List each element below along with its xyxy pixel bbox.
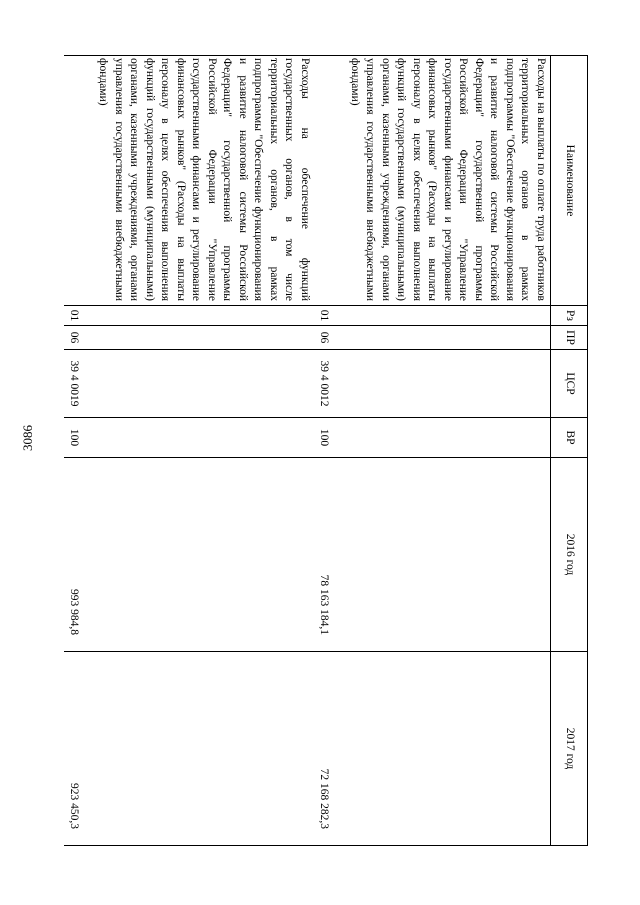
header-rz: Рз (551, 306, 588, 326)
row-pr: 06 (314, 326, 551, 350)
row-2016: 993 984,8 (64, 458, 314, 652)
header-csr: ЦСР (551, 350, 588, 418)
page-number: 3086 (20, 425, 35, 451)
row-pr: 06 (64, 326, 314, 350)
row-rz: 01 (314, 306, 551, 326)
row-2017: 923 450,3 (64, 652, 314, 846)
row-2017: 72 168 282,3 (314, 652, 551, 846)
table-row (314, 56, 551, 846)
table-row (64, 56, 314, 846)
row-vr: 100 (314, 418, 551, 458)
header-2016: 2016 год (551, 458, 588, 652)
budget-table-sheet (68, 55, 588, 845)
row-name: Расходы на обеспечение функций государственных органов, в том числе территориальных органов, в рамках подпрограммы "Обеспечение функционирования и развитие налоговой системы Российской Федерации" государственной программы Российской Федерации "Управление государственными финансами и регулирование финансовых рынков" (Расходы на выплаты персоналу в целях обеспечения выполнения функций государственными (муниципальными) органами, казенными учреждениями, органами управления государственными внебюджетными фондами) (64, 56, 314, 306)
row-csr: 39 4 0019 (64, 350, 314, 418)
row-vr: 100 (64, 418, 314, 458)
header-name: Наименование (551, 56, 588, 306)
header-2017: 2017 год (551, 652, 588, 846)
row-rz: 01 (64, 306, 314, 326)
header-vr: ВР (551, 418, 588, 458)
row-csr: 39 4 0012 (314, 350, 551, 418)
row-name: Расходы на выплаты по оплате труда работников территориальных органов в рамках подпрограммы "Обеспечение функционирования и развитие налоговой системы Российской Федерации" государственной программы Российской Федерации "Управление государственными финансами и регулирование финансовых рынков" (Расходы на выплаты персоналу в целях обеспечения выполнения функций государственными (муниципальными) органами, казенными учреждениями, органами управления государственными внебюджетными фондами) (314, 56, 551, 306)
budget-table (64, 55, 588, 846)
table-header-row (551, 56, 588, 846)
row-2016: 78 163 184,1 (314, 458, 551, 652)
header-pr: ПР (551, 326, 588, 350)
